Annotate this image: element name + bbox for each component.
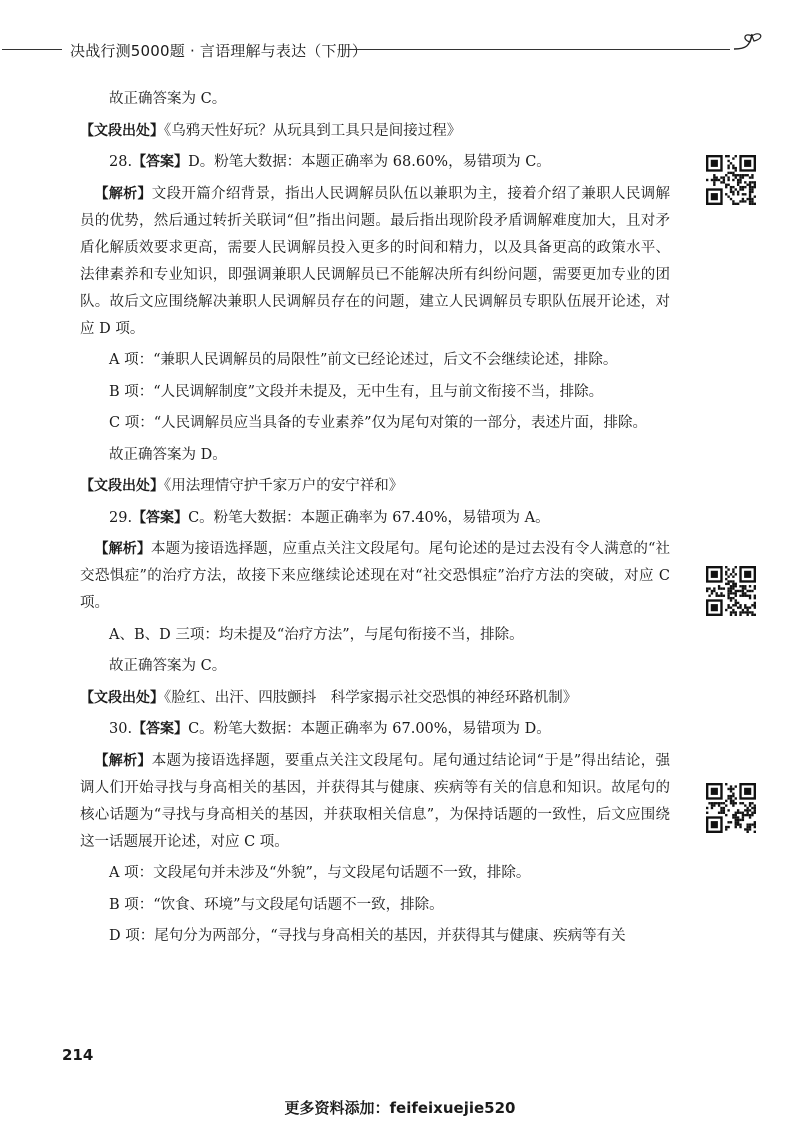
option-abd-29: A、B、D 三项：均未提及“治疗方法”，与尾句衔接不当，排除。 [109,626,524,643]
analysis-28 [80,181,670,343]
qr-code-icon[interactable] [706,155,756,205]
question-number: 28. [109,154,133,170]
answer-text: C。粉笔大数据：本题正确率为 67.00%，易错项为 D。 [188,721,551,737]
answer-28 [80,149,670,176]
analysis-label: 【解析】 [94,541,151,557]
analysis-29 [80,536,670,617]
answer-30 [80,716,670,743]
running-header [0,36,800,64]
source-27 [80,118,670,145]
analysis-text: 本题为接语选择题，要重点关注文段尾句。尾句通过结论词“于是”得出结论，强调人们开始寻找与身高相关的基因，并获得其与健康、疾病等有关的信息和知识。故尾句的核心话题为“寻找与身高相关的基因，并获取相关信息”，为保持话题的一致性，后文应围绕这一话题展开论述，对应 C 项。 [80,752,671,850]
source-label: 【文段出处】 [80,122,164,139]
answer-29 [80,505,670,532]
page-number: 214 [62,1046,94,1064]
source-28 [80,473,670,500]
option-d-30: D 项：尾句分为两部分，“寻找与身高相关的基因，并获得其与健康、疾病等有关 [109,928,626,944]
question-number: 30. [109,721,133,737]
qr-code-icon[interactable] [706,783,756,833]
source-text: 《用法理情守护千家万户的安宁祥和》 [164,478,404,494]
analysis-label: 【解析】 [94,185,152,202]
answer-label: 【答案】 [132,154,189,170]
analysis-label: 【解析】 [94,752,152,769]
qr-code-icon[interactable] [706,566,756,616]
option-b-28: B 项：“人民调解制度”文段并未提及，无中生有，且与前文衔接不当，排除。 [109,383,604,400]
answer-text: D。粉笔大数据：本题正确率为 68.60%，易错项为 C。 [188,154,551,170]
header-title: 决战行测5000题 · 言语理解与表达（下册） [70,42,368,60]
header-rule-left [2,49,62,50]
answer-conclusion-27: 故正确答案为 C。 [109,91,227,107]
source-label: 【文段出处】 [80,478,164,494]
analysis-text: 本题为接语选择题，应重点关注文段尾句。尾句论述的是过去没有令人满意的“社交恐惧症”的治疗方法，故接下来应继续论述现在对“社交恐惧症”治疗方法的突破，对应 C 项。 [80,541,671,611]
source-text: 《乌鸦天性好玩？从玩具到工具只是间接过程》 [164,122,462,139]
leaf-icon [730,28,774,64]
option-a-30: A 项：文段尾句并未涉及“外貌”，与文段尾句话题不一致，排除。 [109,865,531,881]
answer-label: 【答案】 [132,721,189,737]
option-b-30: B 项：“饮食、环境”与文段尾句话题不一致，排除。 [109,896,444,913]
source-label: 【文段出处】 [80,689,164,706]
analysis-30 [80,748,670,856]
header-rule-right [348,49,730,50]
answer-label: 【答案】 [132,509,189,526]
option-c-28: C 项：“人民调解员应当具备的专业素养”仅为尾句对策的一部分，表述片面，排除。 [109,415,648,431]
question-number: 29. [109,509,133,526]
analysis-text: 文段开篇介绍背景，指出人民调解员队伍以兼职为主，接着介绍了兼职人民调解员的优势，然后通过转折关联词“但”指出问题。最后指出现阶段矛盾调解难度加大，且对矛盾化解质效要求更高，需要人民调解员投入更多的时间和精力，以及具备更高的政策水平、法律素养和专业知识，即强调兼职人民调解员已不能解决所有纠纷问题，需要更加专业的团队。故后文应围绕解决兼职人民调解员存在的问题，建立人民调解员专职队伍展开论述，对应 D 项。 [80,185,670,337]
source-29 [80,685,670,712]
main-content [80,86,670,955]
answer-text: C。粉笔大数据：本题正确率为 67.40%，易错项为 A。 [188,509,550,526]
source-text: 《脸红、出汗、四肢颤抖 科学家揭示社交恐惧的神经环路机制》 [164,689,578,706]
option-a-28: A 项：“兼职人民调解员的局限性”前文已经论述过，后文不会继续论述，排除。 [109,352,618,368]
answer-conclusion-29: 故正确答案为 C。 [109,658,227,674]
footer-note: 更多资料添加：feifeixuejie520 [284,1099,516,1117]
answer-conclusion-28: 故正确答案为 D。 [109,446,227,463]
